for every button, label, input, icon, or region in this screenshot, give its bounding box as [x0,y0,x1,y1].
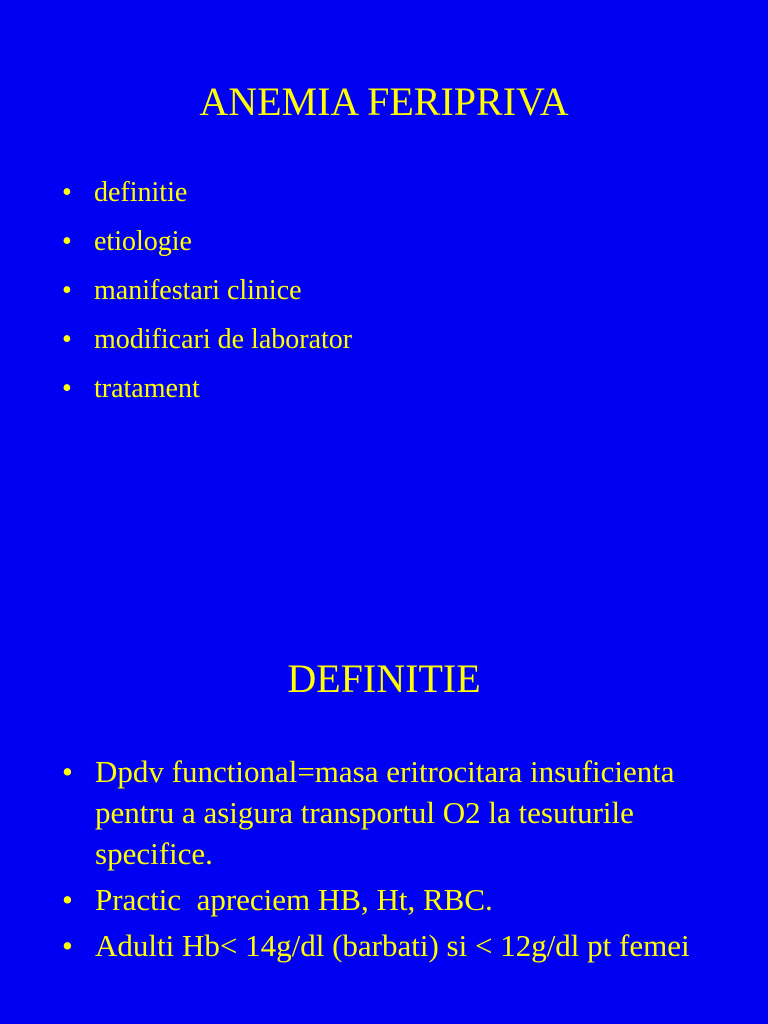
slide-title: DEFINITIE [287,656,481,701]
list-item-text: Dpdv functional=masa eritrocitara insuficienta pentru a asigura transportul O2 la tesuturile specifice. [95,754,675,871]
definition-list [62,751,702,971]
list-item [62,925,702,966]
list-item-text: etiologie [94,226,192,257]
bullet-icon: • [62,754,73,789]
list-item [62,322,742,358]
bullet-icon: • [62,373,72,404]
list-item [62,371,742,407]
list-item [62,273,742,309]
topic-list [62,175,742,420]
bullet-icon: • [62,928,73,963]
list-item [62,751,702,874]
list-item-text: tratament [94,373,200,404]
list-item-text: definitie [94,177,188,208]
bullet-icon: • [62,177,72,208]
list-item [62,879,702,920]
slide-title: ANEMIA FERIPRIVA [199,79,569,124]
bullet-icon: • [62,226,72,257]
list-item-text: Adulti Hb< 14g/dl (barbati) si < 12g/dl pt femei [95,928,690,963]
list-item [62,175,742,211]
list-item-text: Practic apreciem HB, Ht, RBC. [95,882,493,917]
slide-definitie [0,512,768,1024]
bullet-icon: • [62,275,72,306]
bullet-icon: • [62,324,72,355]
bullet-icon: • [62,882,73,917]
list-item-text: manifestari clinice [94,275,302,306]
list-item-text: modificari de laborator [94,324,353,355]
list-item [62,224,742,260]
